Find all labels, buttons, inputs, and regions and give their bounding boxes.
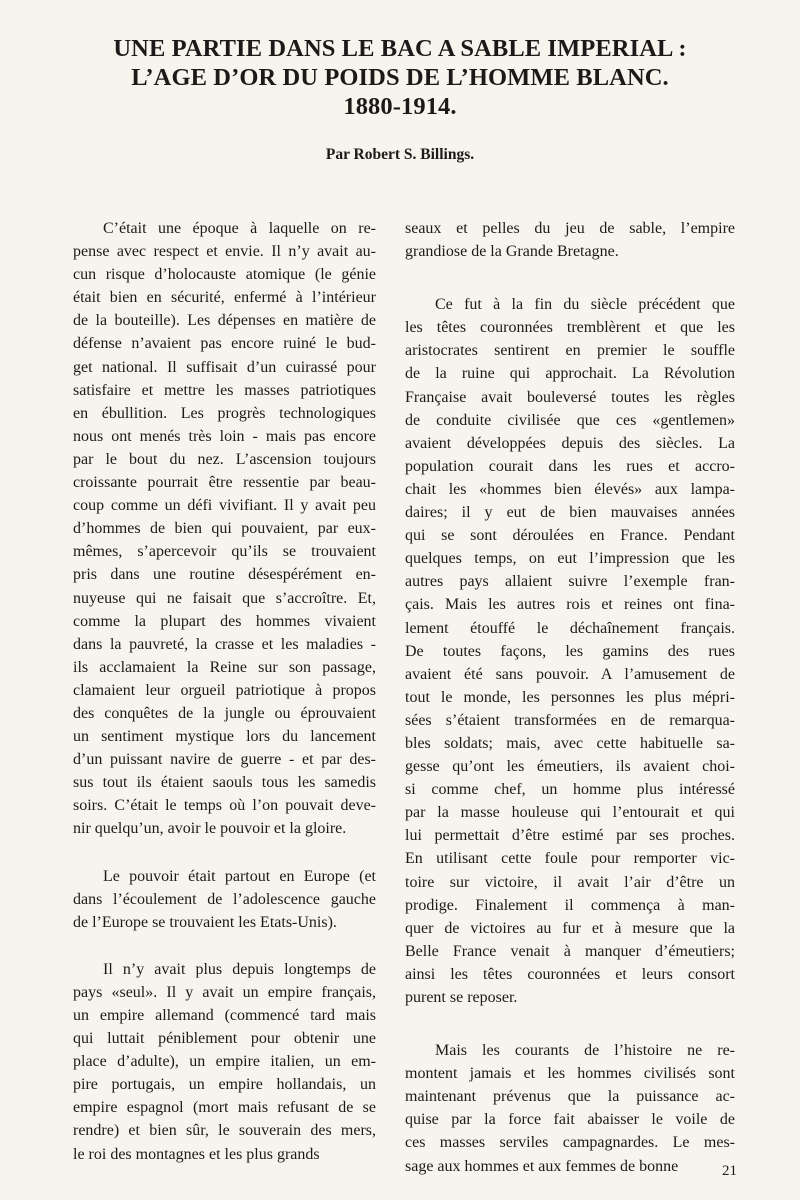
- text-line: montent jamais et les hommes civilisés sont: [405, 1065, 735, 1083]
- text-line: avaient été sans pouvoir. A l’amusement de: [405, 665, 735, 683]
- title-line-3: 1880-1914.: [343, 93, 457, 120]
- text-line: soirs. C’était le temps où l’on pouvait deve-: [73, 797, 376, 815]
- text-line: chait les «hommes bien élevés» aux lampa-: [405, 480, 735, 498]
- paragraph: [73, 217, 376, 841]
- text-line: quelques temps, on eut l’impression que les: [405, 550, 735, 568]
- text-line: grandiose de la Grande Bretagne.: [405, 243, 619, 261]
- text-line: seaux et pelles du jeu de sable, l’empire: [405, 220, 735, 237]
- text-line: d’hommes de bien qui pouvaient, par eux-: [73, 520, 376, 538]
- text-line: de la ruine qui approchait. La Révolution: [405, 365, 735, 383]
- paragraph: [405, 293, 735, 1009]
- text-line: get national. Il suffisait d’un cuirassé pour: [73, 358, 376, 376]
- text-line: quer de victoires au fur et à mesure que la: [405, 919, 735, 937]
- text-line: pays «seul». Il y avait un empire français,: [73, 983, 376, 1001]
- text-line: croissante pourrait être ressentie par beau-: [73, 474, 376, 492]
- text-line: bles soldats; mais, avec cette habituelle sa-: [405, 734, 735, 752]
- text-line: tout le monde, les personnes les plus mépri-: [405, 688, 735, 706]
- text-line: ainsi les têtes couronnées et leurs consort: [405, 965, 735, 983]
- article-title: [60, 34, 740, 121]
- left-column: [73, 217, 376, 1166]
- text-line: prodige. Finalement il commença à man-: [405, 896, 735, 914]
- text-line: satisfaire et mettre les masses patriotiques: [73, 381, 376, 399]
- text-line: quise par la force fait abaisser le voile de: [405, 1111, 735, 1129]
- text-line: lement étouffé le déchaînement français.: [405, 619, 735, 637]
- text-line: si comme chef, un homme plus intéressé: [405, 781, 735, 799]
- text-line: nous ont menés très loin - mais pas encore: [73, 427, 376, 445]
- text-line: qui luttait péniblement pour obtenir une: [73, 1030, 376, 1048]
- text-line: pense avec respect et envie. Il n’y avait au-: [73, 243, 376, 261]
- text-line: par le bout du nez. L’ascension toujours: [73, 450, 376, 468]
- text-line: De toutes façons, les gamins des rues: [405, 642, 735, 660]
- text-line: était bien en sécurité, enfermé à l’intérieur: [73, 289, 376, 307]
- text-line: qui se sont déroulées en France. Pendant: [405, 527, 735, 545]
- text-line: En utilisant cette foule pour remporter vic-: [405, 850, 735, 868]
- text-line: défense n’avaient pas encore ruiné le bud-: [73, 335, 376, 353]
- text-line: purent se reposer.: [405, 989, 518, 1006]
- text-line: cun risque d’holocauste atomique (le génie: [73, 266, 376, 284]
- text-line: pire portugais, un empire hollandais, un: [73, 1076, 376, 1094]
- text-line: gesse qu’ont les émeutiers, ils avaient choi-: [405, 758, 735, 776]
- paragraph: [73, 958, 376, 1166]
- paragraph: [405, 217, 735, 263]
- text-line: dans l’écoulement de l’adolescence gauche: [73, 890, 376, 908]
- text-line: un sentiment mystique lors du lancement: [73, 728, 376, 746]
- title-line-1: UNE PARTIE DANS LE BAC A SABLE IMPERIAL :: [113, 35, 687, 62]
- title-line-2: L’AGE D’OR DU POIDS DE L’HOMME BLANC.: [131, 64, 669, 91]
- text-line: coup comme un défi vivifiant. Il y avait peu: [73, 497, 376, 515]
- text-line: daires; il y eut de bien mauvaises années: [405, 504, 735, 522]
- text-line: rendre) et bien sûr, le souverain des mers,: [73, 1122, 376, 1140]
- text-line: comme la plupart des hommes vivaient: [73, 612, 376, 630]
- text-line: en ébullition. Les progrès technologiques: [73, 404, 376, 422]
- text-line: ces masses serviles campagnardes. Le mes-: [405, 1134, 735, 1152]
- text-line: aristocrates sentirent en premier le souffle: [405, 342, 735, 360]
- text-line: un empire allemand (commencé tard mais: [73, 1007, 376, 1024]
- text-line: Ce fut à la fin du siècle précédent que: [435, 296, 735, 314]
- paragraph: [73, 865, 376, 934]
- text-line: par la masse houleuse qui l’entourait et qui: [405, 804, 735, 822]
- text-line: Il n’y avait plus depuis longtemps de: [103, 960, 376, 978]
- text-line: sus tout ils étaient saouls tous les samedis: [73, 774, 376, 792]
- text-line: Le pouvoir était partout en Europe (et: [103, 867, 376, 885]
- page-number: 21: [722, 1163, 737, 1179]
- text-line: mêmes, s’apercevoir qu’ils se trouvaient: [73, 543, 376, 561]
- text-line: ils acclamaient la Reine sur son passage,: [73, 658, 376, 676]
- paragraph: [405, 1039, 735, 1178]
- text-line: de l’Europe se trouvaient les Etats-Unis).: [73, 913, 337, 931]
- text-line: toire sur victoire, il avait l’air d’être un: [405, 873, 735, 891]
- text-line: çais. Mais les autres rois et reines ont fina-: [405, 596, 735, 614]
- text-line: Belle France venait à manquer d’émeutiers;: [405, 942, 735, 960]
- text-line: place d’adulte), un empire italien, un em-: [73, 1053, 376, 1071]
- text-line: empire espagnol (mort mais refusant de se: [73, 1099, 376, 1117]
- text-line: sage aux hommes et aux femmes de bonne: [405, 1157, 679, 1175]
- text-line: C’était une époque à laquelle on re-: [103, 220, 376, 237]
- text-line: population courait dans les rues et accro-: [405, 457, 735, 475]
- text-line: maintenant prévenus que la puissance ac-: [405, 1088, 735, 1106]
- text-line: lui permettait d’être estimé par ses proches.: [405, 827, 735, 845]
- text-line: avaient développées depuis des siècles. La: [405, 434, 735, 452]
- text-line: de conduite civilisée que ces «gentlemen»: [405, 411, 735, 429]
- text-line: clamaient leur orgueil patriotique à propos: [73, 681, 376, 699]
- text-line: sées s’étaient transformées en de remarqua-: [405, 711, 735, 729]
- text-line: des conquêtes de la jungle ou éprouvaient: [73, 704, 376, 722]
- text-line: de la bouteille). Les dépenses en matière de: [73, 312, 376, 330]
- text-line: autres pays allaient suivre l’exemple fran-: [405, 573, 735, 591]
- text-line: d’un puissant navire de guerre - et par des-: [73, 751, 376, 769]
- text-line: les têtes couronnées tremblèrent et que les: [405, 319, 735, 337]
- right-column: [405, 217, 735, 1178]
- text-line: Mais les courants de l’histoire ne re-: [435, 1042, 735, 1060]
- text-line: nir quelqu’un, avoir le pouvoir et la gloire.: [73, 820, 347, 838]
- text-line: dans la pauvreté, la crasse et les maladies -: [73, 635, 376, 653]
- text-line: pris dans une routine désespérément en-: [73, 566, 376, 584]
- text-line: nuyeuse qui ne faisait que s’accroître. Et,: [73, 589, 376, 607]
- author-byline: Par Robert S. Billings.: [325, 146, 475, 163]
- text-line: Française avait bouleversé toutes les règles: [405, 388, 735, 406]
- text-line: le roi des montagnes et les plus grands: [73, 1145, 320, 1163]
